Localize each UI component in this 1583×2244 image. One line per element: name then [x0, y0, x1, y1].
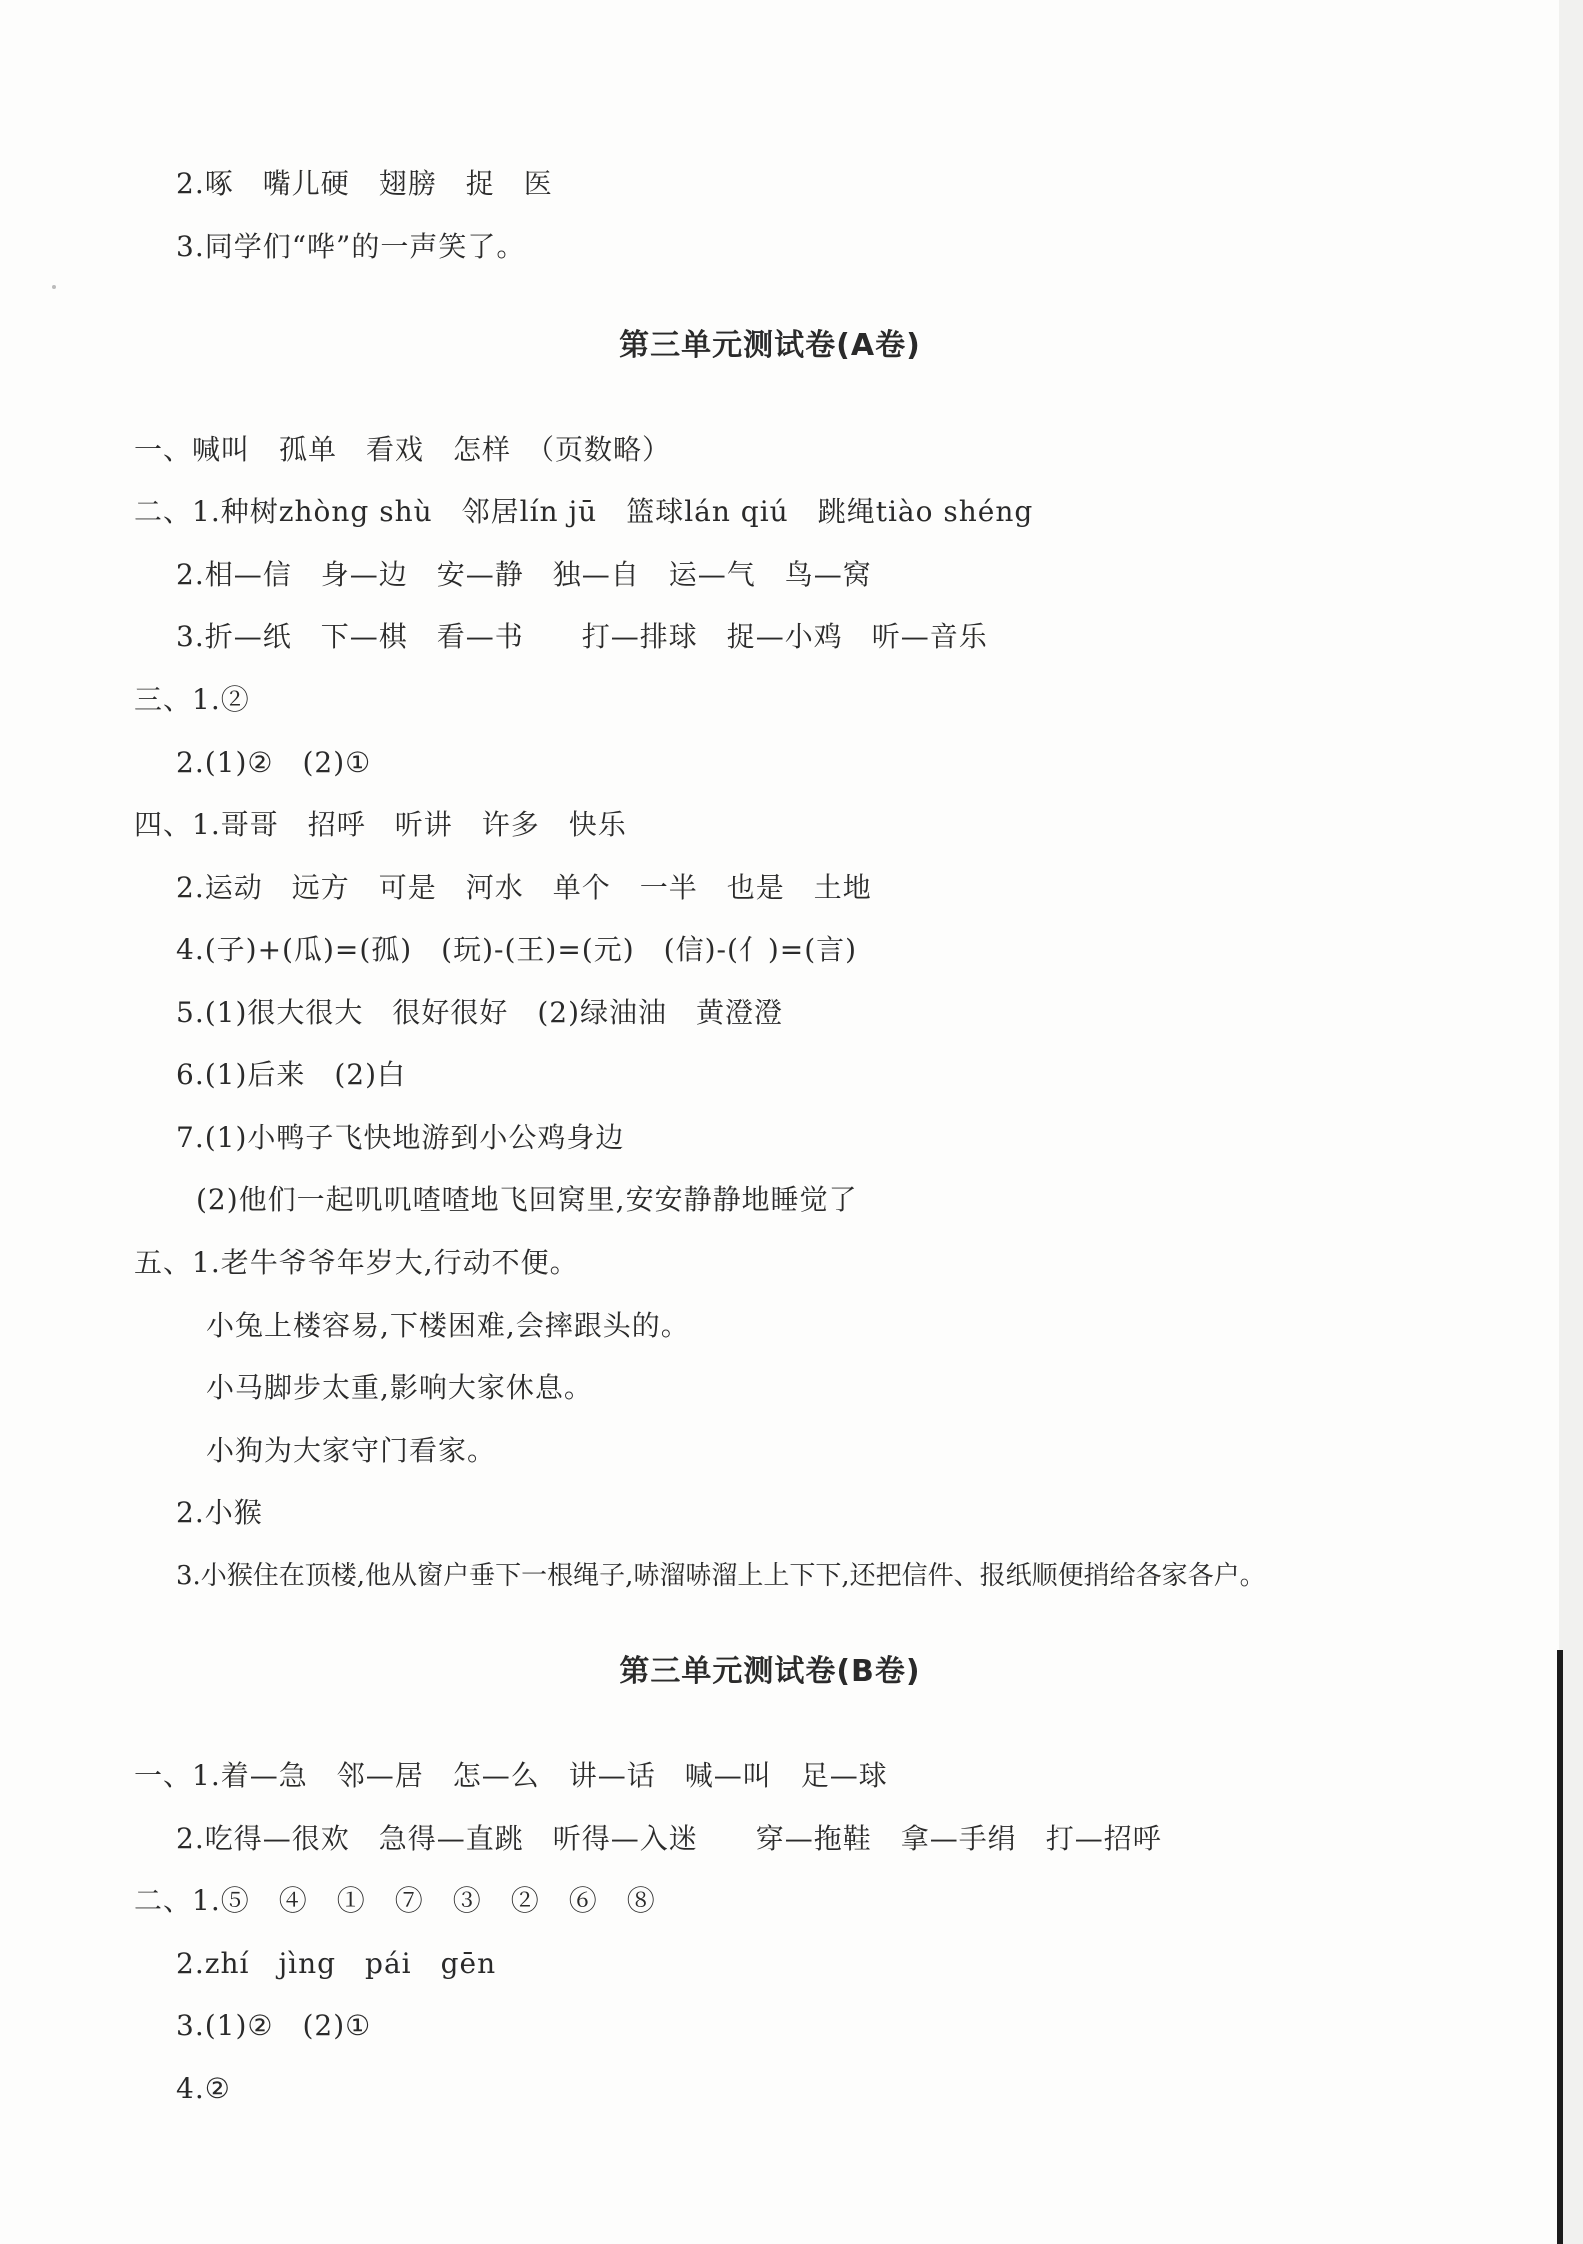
- answer-line: 7.(1)小鸭子飞快地游到小公鸡身边: [176, 1121, 625, 1154]
- answer-line: 2.(1)② (2)①: [176, 746, 372, 779]
- answer-line: 6.(1)后来 (2)白: [176, 1058, 407, 1091]
- answer-line: 二、1.种树zhòng shù 邻居lín jū 篮球lán qiú 跳绳tiào shéng: [134, 495, 1034, 528]
- answer-line: 2.吃得—很欢 急得—直跳 听得—入迷 穿—拖鞋 拿—手绢 打—招呼: [176, 1822, 1162, 1855]
- answer-line: (2)他们一起叽叽喳喳地飞回窝里,安安静静地睡觉了: [196, 1183, 858, 1216]
- binding-shadow: [1557, 1650, 1563, 2244]
- answer-line: 2.相—信 身—边 安—静 独—自 运—气 鸟—窝: [176, 558, 872, 591]
- answer-line: 5.(1)很大很大 很好很好 (2)绿油油 黄澄澄: [176, 996, 784, 1029]
- answer-line: 2.啄 嘴儿硬 翅膀 捉 医: [176, 167, 553, 200]
- answer-line: 小马脚步太重,影响大家休息。: [206, 1371, 593, 1404]
- answer-line: 小兔上楼容易,下楼困难,会摔跟头的。: [206, 1309, 690, 1342]
- answer-line: 3.同学们“哗”的一声笑了。: [176, 230, 526, 263]
- scan-speck: [52, 285, 56, 289]
- answer-line: 五、1.老牛爷爷年岁大,行动不便。: [134, 1246, 579, 1279]
- answer-line: 3.(1)② (2)①: [176, 2009, 372, 2042]
- answer-line: 4.(子)+(瓜)=(孤) (玩)-(王)=(元) (信)-(亻)=(言): [176, 933, 858, 966]
- answer-line: 3.小猴住在顶楼,他从窗户垂下一根绳子,哧溜哧溜上上下下,还把信件、报纸顺便捎给各家各户。: [176, 1561, 1266, 1591]
- answer-line: 四、1.哥哥 招呼 听讲 许多 快乐: [134, 808, 627, 841]
- section-heading-b: 第三单元测试卷(B卷): [619, 1654, 921, 1689]
- answer-line: 一、1.着—急 邻—居 怎—么 讲—话 喊—叫 足—球: [134, 1759, 888, 1792]
- section-heading-a: 第三单元测试卷(A卷): [619, 328, 921, 363]
- answer-line: 3.折—纸 下—棋 看—书 打—排球 捉—小鸡 听—音乐: [176, 620, 988, 653]
- answer-line: 三、1.②: [134, 683, 250, 716]
- answer-line: 4.②: [176, 2072, 231, 2105]
- answer-line: 2.运动 远方 可是 河水 单个 一半 也是 土地: [176, 871, 872, 904]
- answer-line: 小狗为大家守门看家。: [206, 1434, 497, 1467]
- answer-line: 二、1.⑤ ④ ① ⑦ ③ ② ⑥ ⑧: [134, 1884, 656, 1917]
- answer-line: 2.小猴: [176, 1496, 263, 1529]
- answer-line: 2.zhí jìng pái gēn: [176, 1947, 497, 1980]
- answer-line: 一、喊叫 孤单 看戏 怎样 （页数略）: [134, 433, 672, 466]
